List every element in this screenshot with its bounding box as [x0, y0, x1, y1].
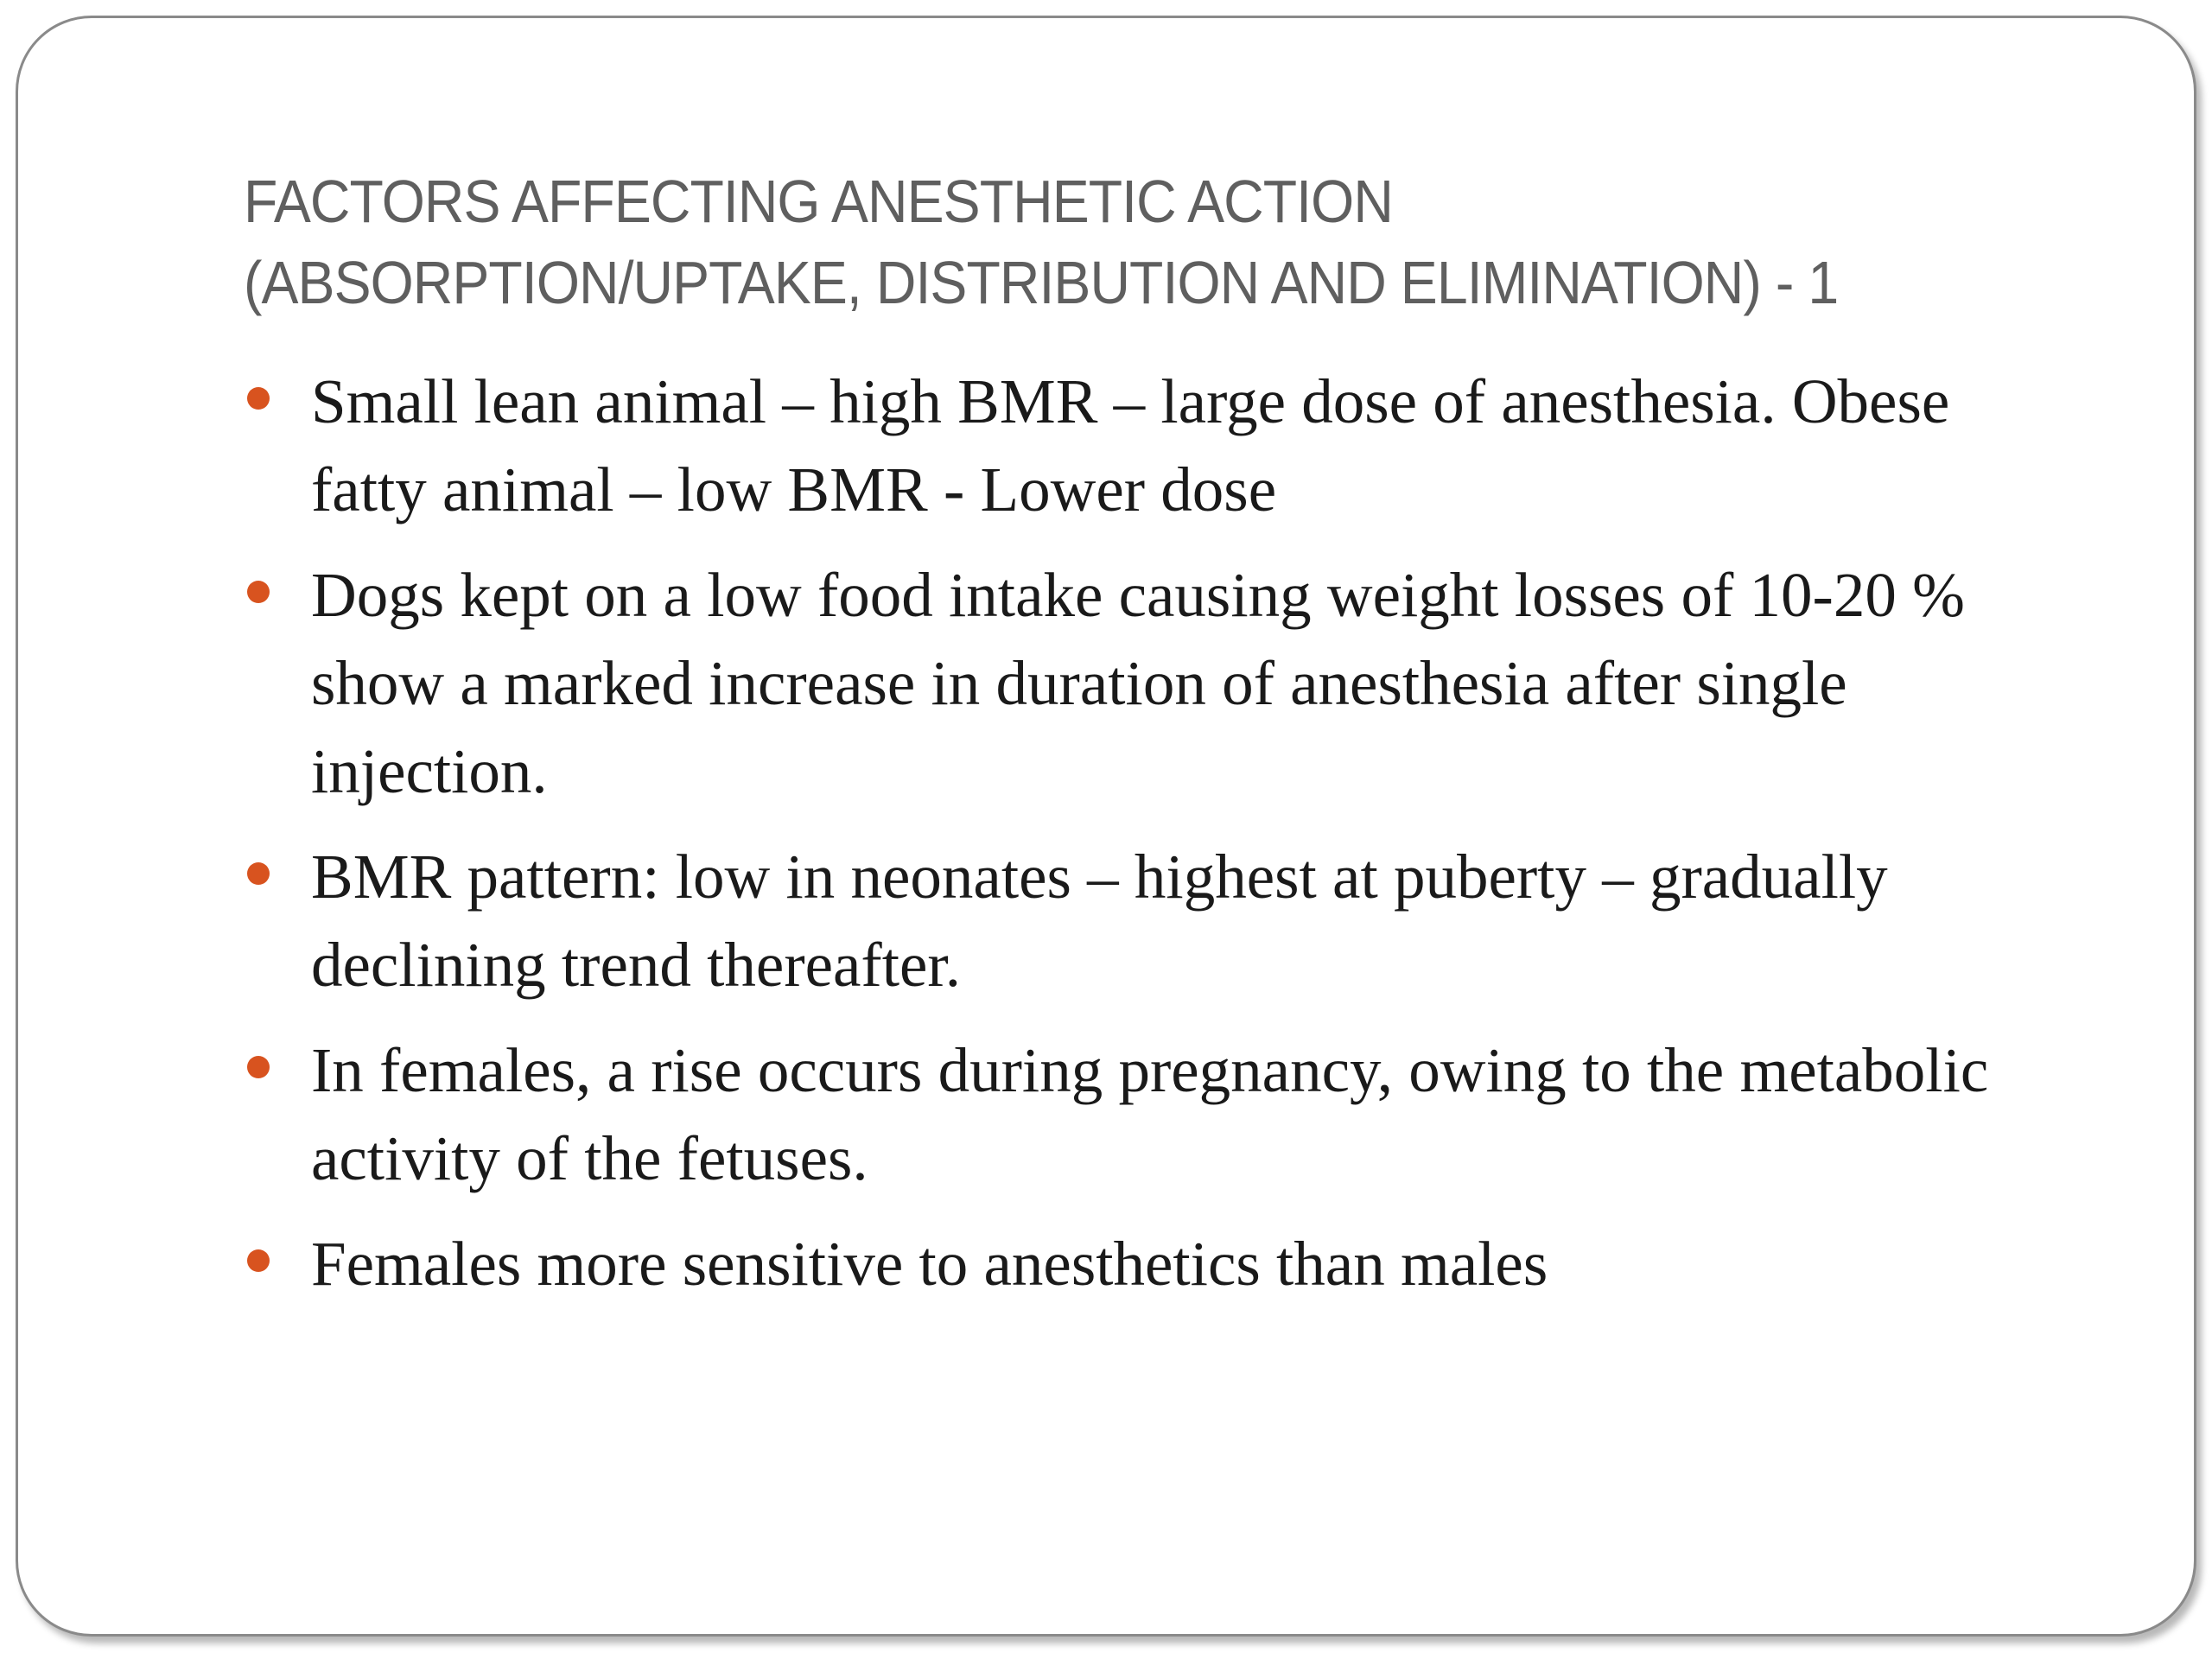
slide-title-line-2: (ABSORPTION/UPTAKE, DISTRIBUTION AND ELIMINATION) - 1	[244, 249, 1839, 316]
bullet-marker-icon	[247, 387, 270, 410]
slide-title-line-1: FACTORS AFFECTING ANESTHETIC ACTION	[244, 168, 1393, 235]
bullet-text-line: fatty animal – low BMR - Lower dose	[311, 454, 1277, 524]
bullet-text-line: show a marked increase in duration of anesthesia after single	[311, 648, 1847, 718]
bullet-item	[244, 358, 2110, 534]
bullet-marker-icon	[247, 862, 270, 885]
bullet-text-line: activity of the fetuses.	[311, 1123, 868, 1193]
bullet-list	[244, 358, 2110, 1325]
bullet-text-line: Females more sensitive to anesthetics than males	[311, 1229, 1548, 1299]
bullet-text-line: In females, a rise occurs during pregnancy, owing to the metabolic	[311, 1035, 1989, 1105]
bullet-text-line: declining trend thereafter.	[311, 930, 961, 1000]
bullet-text-line: BMR pattern: low in neonates – highest at puberty – gradually	[311, 842, 1888, 912]
bullet-marker-icon	[247, 1056, 270, 1078]
bullet-item	[244, 1220, 2110, 1308]
bullet-text-line: injection.	[311, 736, 548, 806]
bullet-item	[244, 551, 2110, 816]
bullet-item	[244, 833, 2110, 1009]
bullet-text-line: Small lean animal – high BMR – large dose of anesthesia. Obese	[311, 366, 1950, 436]
slide-title	[244, 161, 1953, 323]
bullet-marker-icon	[247, 581, 270, 603]
bullet-marker-icon	[247, 1249, 270, 1272]
bullet-item	[244, 1027, 2110, 1203]
bullet-text-line: Dogs kept on a low food intake causing weight losses of 10-20 %	[311, 560, 1965, 630]
